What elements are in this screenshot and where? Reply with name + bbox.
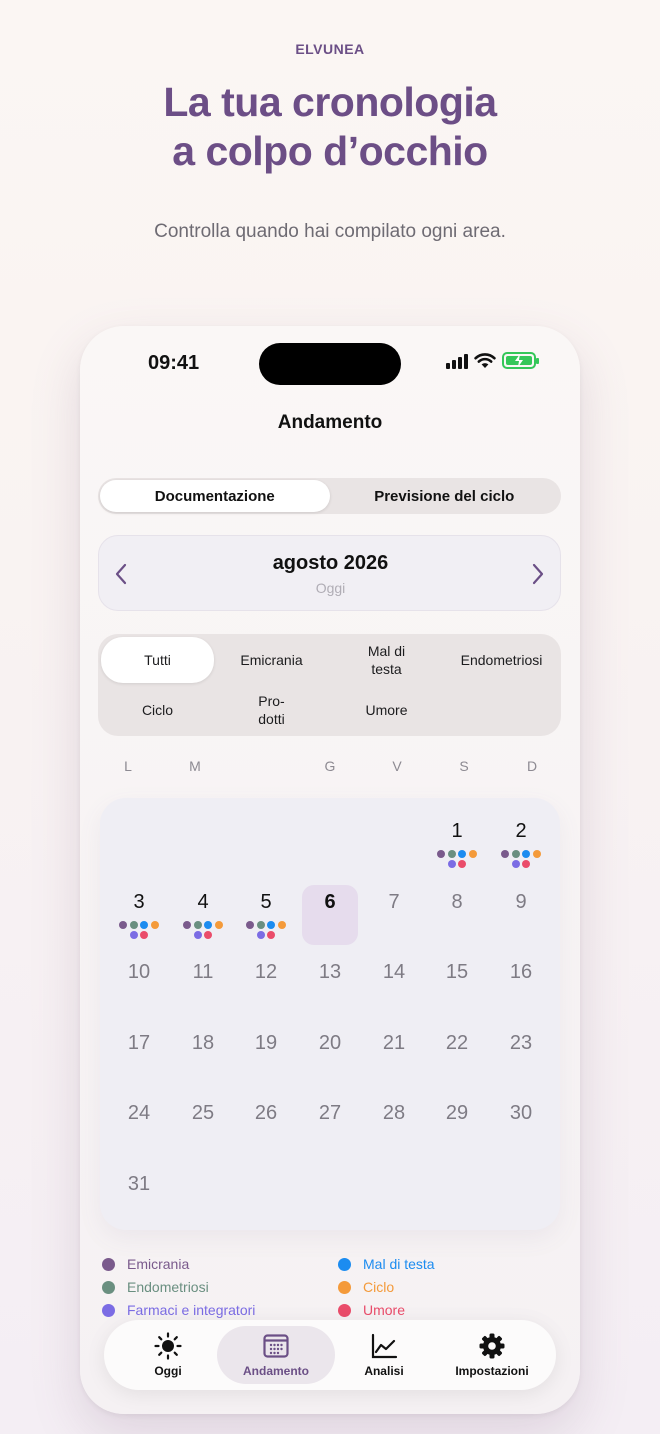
calendar-day[interactable] bbox=[111, 1167, 167, 1227]
headline bbox=[0, 78, 660, 176]
legend-item bbox=[102, 1256, 189, 1272]
filter-umore[interactable]: Umore bbox=[365, 702, 408, 718]
day-number: 20 bbox=[318, 1031, 342, 1054]
legend-label: Emicrania bbox=[127, 1256, 190, 1272]
headline-line-2: a colpo d’occhio bbox=[172, 128, 488, 174]
legend-dot bbox=[102, 1258, 115, 1271]
day-number: 25 bbox=[191, 1102, 215, 1124]
entry-dot bbox=[215, 921, 223, 929]
headline-line-1: La tua cronologia bbox=[163, 79, 497, 125]
today-link[interactable]: Oggi bbox=[315, 580, 346, 596]
entry-dot bbox=[458, 850, 466, 858]
gear-icon bbox=[478, 1332, 506, 1360]
entry-dot bbox=[448, 850, 456, 858]
entry-dot bbox=[458, 860, 466, 868]
entry-dot bbox=[522, 850, 530, 858]
filter-chips bbox=[98, 634, 561, 736]
status-icons bbox=[446, 352, 536, 369]
day-number: 2 bbox=[515, 820, 527, 842]
legend-label: Mal di testa bbox=[363, 1256, 435, 1272]
day-number: 3 bbox=[133, 890, 145, 913]
legend-dot bbox=[102, 1304, 115, 1317]
legend-item bbox=[338, 1302, 405, 1318]
battery-icon bbox=[502, 352, 536, 369]
calendar-day[interactable] bbox=[429, 1026, 485, 1086]
filter-endometriosi[interactable]: Endometriosi bbox=[460, 652, 543, 668]
entry-dot bbox=[119, 921, 127, 929]
calendar-day[interactable] bbox=[111, 955, 167, 1015]
calendar-day[interactable] bbox=[366, 885, 422, 945]
weekday-label: V bbox=[392, 758, 402, 774]
calendar-day[interactable] bbox=[238, 1026, 294, 1086]
day-number: 7 bbox=[388, 890, 400, 913]
calendar-day[interactable] bbox=[238, 1096, 294, 1156]
day-number: 17 bbox=[127, 1031, 151, 1054]
filter-ciclo[interactable]: Ciclo bbox=[141, 702, 174, 718]
tab-label: Impostazioni bbox=[455, 1364, 529, 1378]
tab-label: Analisi bbox=[364, 1364, 404, 1378]
entry-dot bbox=[130, 931, 138, 939]
calendar-day[interactable] bbox=[429, 885, 485, 945]
entry-dot bbox=[151, 921, 159, 929]
entry-dot bbox=[204, 931, 212, 939]
segmented-control bbox=[98, 478, 561, 514]
filter-prodotti[interactable]: Pro- dotti bbox=[258, 693, 285, 727]
subtitle: Controlla quando hai compilato ogni area. bbox=[154, 221, 506, 242]
day-number: 9 bbox=[515, 890, 527, 913]
calendar-day[interactable] bbox=[493, 814, 549, 874]
tab-andamento[interactable] bbox=[217, 1326, 335, 1384]
day-number: 22 bbox=[445, 1031, 469, 1054]
legend-item bbox=[338, 1256, 435, 1272]
calendar-day[interactable] bbox=[493, 885, 549, 945]
entry-dot bbox=[512, 850, 520, 858]
day-number: 4 bbox=[197, 890, 209, 913]
weekday-label: D bbox=[526, 758, 538, 774]
filter-tutti[interactable]: Tutti bbox=[101, 637, 214, 683]
legend-item bbox=[102, 1279, 209, 1295]
month-selector bbox=[98, 535, 561, 611]
entry-dots bbox=[429, 850, 485, 868]
tab-label: Oggi bbox=[154, 1364, 182, 1378]
entry-dot bbox=[501, 850, 509, 858]
sun-icon bbox=[154, 1332, 182, 1360]
day-number: 6 bbox=[324, 890, 336, 913]
calendar-day[interactable] bbox=[493, 955, 549, 1015]
day-number: 18 bbox=[191, 1031, 215, 1054]
chevron-right-icon[interactable] bbox=[526, 560, 550, 588]
weekday-label: M bbox=[189, 758, 201, 774]
legend-dot bbox=[338, 1304, 351, 1317]
day-number: 8 bbox=[451, 890, 463, 913]
entry-dot bbox=[140, 931, 148, 939]
legend-label: Ciclo bbox=[363, 1279, 395, 1295]
segment-previsione-ciclo[interactable]: Previsione del ciclo bbox=[374, 487, 515, 505]
calendar-day[interactable] bbox=[238, 955, 294, 1015]
calendar-day[interactable] bbox=[302, 955, 358, 1015]
entry-dot bbox=[183, 921, 191, 929]
calendar-day[interactable] bbox=[175, 1096, 231, 1156]
day-number: 10 bbox=[127, 961, 151, 983]
entry-dot bbox=[130, 921, 138, 929]
day-number: 26 bbox=[254, 1102, 278, 1124]
day-number: 28 bbox=[382, 1102, 406, 1124]
calendar-day[interactable] bbox=[111, 885, 167, 945]
entry-dot bbox=[194, 931, 202, 939]
calendar-day[interactable] bbox=[429, 814, 485, 874]
calendar-day[interactable] bbox=[175, 885, 231, 945]
phone-frame bbox=[80, 326, 580, 1414]
calendar-day[interactable] bbox=[175, 1026, 231, 1086]
day-number: 19 bbox=[254, 1031, 278, 1054]
day-number: 5 bbox=[260, 890, 272, 913]
calendar-grid bbox=[100, 798, 560, 1230]
brand-name: ELVUNEA bbox=[295, 41, 365, 57]
calendar-day[interactable] bbox=[111, 1026, 167, 1086]
legend-item bbox=[102, 1302, 255, 1318]
entry-dot bbox=[194, 921, 202, 929]
entry-dot bbox=[278, 921, 286, 929]
filter-mal-di-testa[interactable]: Mal di testa bbox=[367, 643, 406, 677]
day-number: 21 bbox=[382, 1031, 406, 1054]
calendar-day[interactable] bbox=[302, 885, 358, 945]
month-title: agosto 2026 bbox=[272, 552, 389, 574]
entry-dot bbox=[204, 921, 212, 929]
day-number: 14 bbox=[382, 961, 406, 983]
day-number: 16 bbox=[509, 961, 533, 983]
entry-dot bbox=[448, 860, 456, 868]
calendar-day[interactable] bbox=[175, 955, 231, 1015]
calendar-day[interactable] bbox=[429, 955, 485, 1015]
entry-dot bbox=[533, 850, 541, 858]
tab-impostazioni[interactable] bbox=[442, 1326, 542, 1384]
entry-dot bbox=[257, 921, 265, 929]
chart-icon bbox=[370, 1332, 398, 1360]
day-number: 23 bbox=[509, 1031, 533, 1054]
calendar-day[interactable] bbox=[366, 1026, 422, 1086]
entry-dot bbox=[257, 931, 265, 939]
entry-dot bbox=[437, 850, 445, 858]
filter-emicrania[interactable]: Emicrania bbox=[240, 652, 303, 668]
entry-dot bbox=[512, 860, 520, 868]
dynamic-island bbox=[259, 343, 401, 385]
day-number: 12 bbox=[254, 961, 278, 983]
day-number: 15 bbox=[445, 961, 469, 983]
calendar-day[interactable] bbox=[493, 1096, 549, 1156]
legend-label: Umore bbox=[363, 1302, 406, 1318]
day-number: 24 bbox=[127, 1102, 151, 1124]
legend-dot bbox=[338, 1258, 351, 1271]
day-number: 30 bbox=[509, 1102, 533, 1124]
tab-bar bbox=[104, 1320, 556, 1390]
nav-title: Andamento bbox=[277, 412, 383, 433]
legend-item bbox=[338, 1279, 394, 1295]
calendar-day[interactable] bbox=[302, 1026, 358, 1086]
status-time: 09:41 bbox=[148, 352, 200, 374]
entry-dot bbox=[267, 931, 275, 939]
day-number: 27 bbox=[318, 1102, 342, 1124]
weekday-header bbox=[96, 758, 564, 778]
day-number: 1 bbox=[451, 820, 463, 842]
calendar-icon bbox=[262, 1332, 290, 1360]
day-number: 11 bbox=[192, 961, 214, 983]
calendar-day[interactable] bbox=[366, 1096, 422, 1156]
entry-dots bbox=[175, 921, 231, 939]
calendar-day[interactable] bbox=[238, 885, 294, 945]
segment-documentazione[interactable]: Documentazione bbox=[100, 480, 330, 512]
day-number: 13 bbox=[318, 961, 342, 983]
calendar-day[interactable] bbox=[366, 955, 422, 1015]
legend-label: Endometriosi bbox=[127, 1279, 209, 1295]
weekday-label: G bbox=[324, 758, 336, 774]
calendar-day[interactable] bbox=[302, 1096, 358, 1156]
calendar-day[interactable] bbox=[111, 1096, 167, 1156]
entry-dots bbox=[238, 921, 294, 939]
entry-dot bbox=[140, 921, 148, 929]
entry-dot bbox=[246, 921, 254, 929]
calendar-day[interactable] bbox=[429, 1096, 485, 1156]
entry-dot bbox=[267, 921, 275, 929]
tab-oggi[interactable] bbox=[118, 1326, 218, 1384]
legend-dot bbox=[102, 1281, 115, 1294]
tab-analisi[interactable] bbox=[334, 1326, 434, 1384]
day-number: 29 bbox=[445, 1102, 469, 1124]
day-number: 31 bbox=[127, 1172, 151, 1195]
entry-dot bbox=[522, 860, 530, 868]
weekday-label: L bbox=[124, 758, 132, 774]
tab-label: Andamento bbox=[243, 1364, 309, 1378]
entry-dots bbox=[493, 850, 549, 868]
entry-dot bbox=[469, 850, 477, 858]
legend-dot bbox=[338, 1281, 351, 1294]
weekday-label: S bbox=[459, 758, 469, 774]
entry-dots bbox=[111, 921, 167, 939]
wifi-icon bbox=[474, 352, 496, 369]
signal-icon bbox=[446, 353, 468, 369]
legend-label: Farmaci e integratori bbox=[127, 1302, 256, 1318]
calendar-day[interactable] bbox=[493, 1026, 549, 1086]
